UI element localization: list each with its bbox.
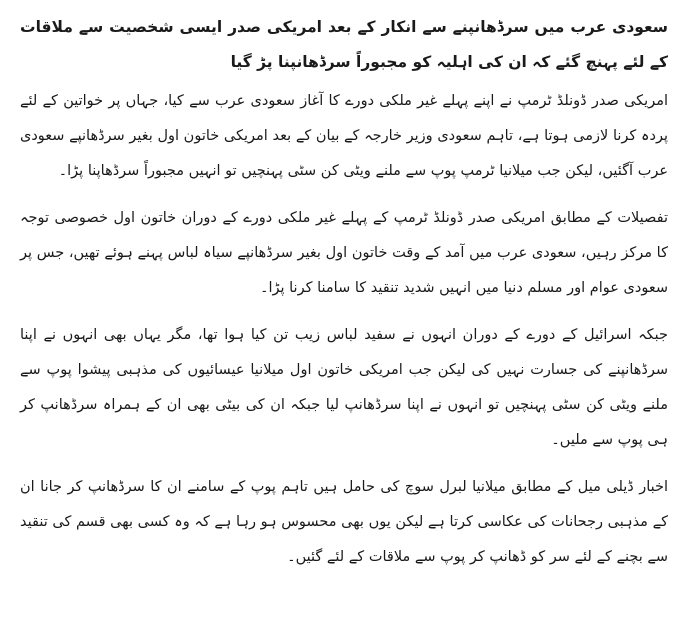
article-paragraph-3: جبکہ اسرائیل کے دورے کے دوران انہوں نے سفید لباس زیب تن کیا ہوا تھا، مگر یہاں بھی انہوں نے اپنا سرڈھانپنے کی جسارت نہیں کی لیکن جب امریکی خاتون اول میلانیا عیسائیوں کی مذہبی پیشوا پوپ سے ملنے ویٹی کن سٹی پہنچیں تو انہوں نے اپنا سرڈھانپ لیا جبکہ ان کی بیٹی بھی ان کے ہمراہ سرڈھانپ کر ہی پوپ سے ملیں۔ [20,327,668,448]
article [20,10,668,587]
article-paragraph-2: تفصیلات کے مطابق امریکی صدر ڈونلڈ ٹرمپ کے پہلے غیر ملکی دورے کے دوران خاتون اول خصوصی توجہ کا مرکز رہیں، سعودی عرب میں آمد کے وقت خاتون اول بغیر سرڈھانپے سیاہ لباس پہنے ہوئے تھیں، جس پر سعودی عوام اور مسلم دنیا میں انہیں شدید تنقید کا سامنا کرنا پڑا۔ [20,210,668,296]
article-paragraph-1: امریکی صدر ڈونلڈ ٹرمپ نے اپنے پہلے غیر ملکی دورے کا آغاز سعودی عرب سے کیا، جہاں پر خواتین کے لئے پردہ کرنا لازمی ہوتا ہے، تاہم سعودی وزیر خارجہ کے بیان کے بعد امریکی خاتون اول بغیر سرڈھانپے سعودی عرب آگئیں، لیکن جب میلانیا ٹرمپ پوپ سے ملنے ویٹی کن سٹی پہنچیں تو انہیں مجبوراً سرڈھاپنا پڑا۔ [20,93,668,179]
article-headline: سعودی عرب میں سرڈھانپنے سے انکار کے بعد امریکی صدر ایسی شخصیت سے ملاقات کے لئے پہنچ گئے کہ ان کی اہلیہ کو مجبوراً سرڈھانپنا پڑ گیا [20,18,668,71]
article-paragraph-4: اخبار ڈیلی میل کے مطابق میلانیا لبرل سوچ کی حامل ہیں تاہم پوپ کے سامنے ان کا سرڈھانپ کر جانا ان کے مذہبی رجحانات کی عکاسی کرتا ہے لیکن یوں بھی محسوس ہو رہا ہے کہ وہ کسی بھی قسم کی تنقید سے بچنے کے لئے سر کو ڈھانپ کر پوپ سے ملاقات کے لئے گئیں۔ [20,479,668,565]
